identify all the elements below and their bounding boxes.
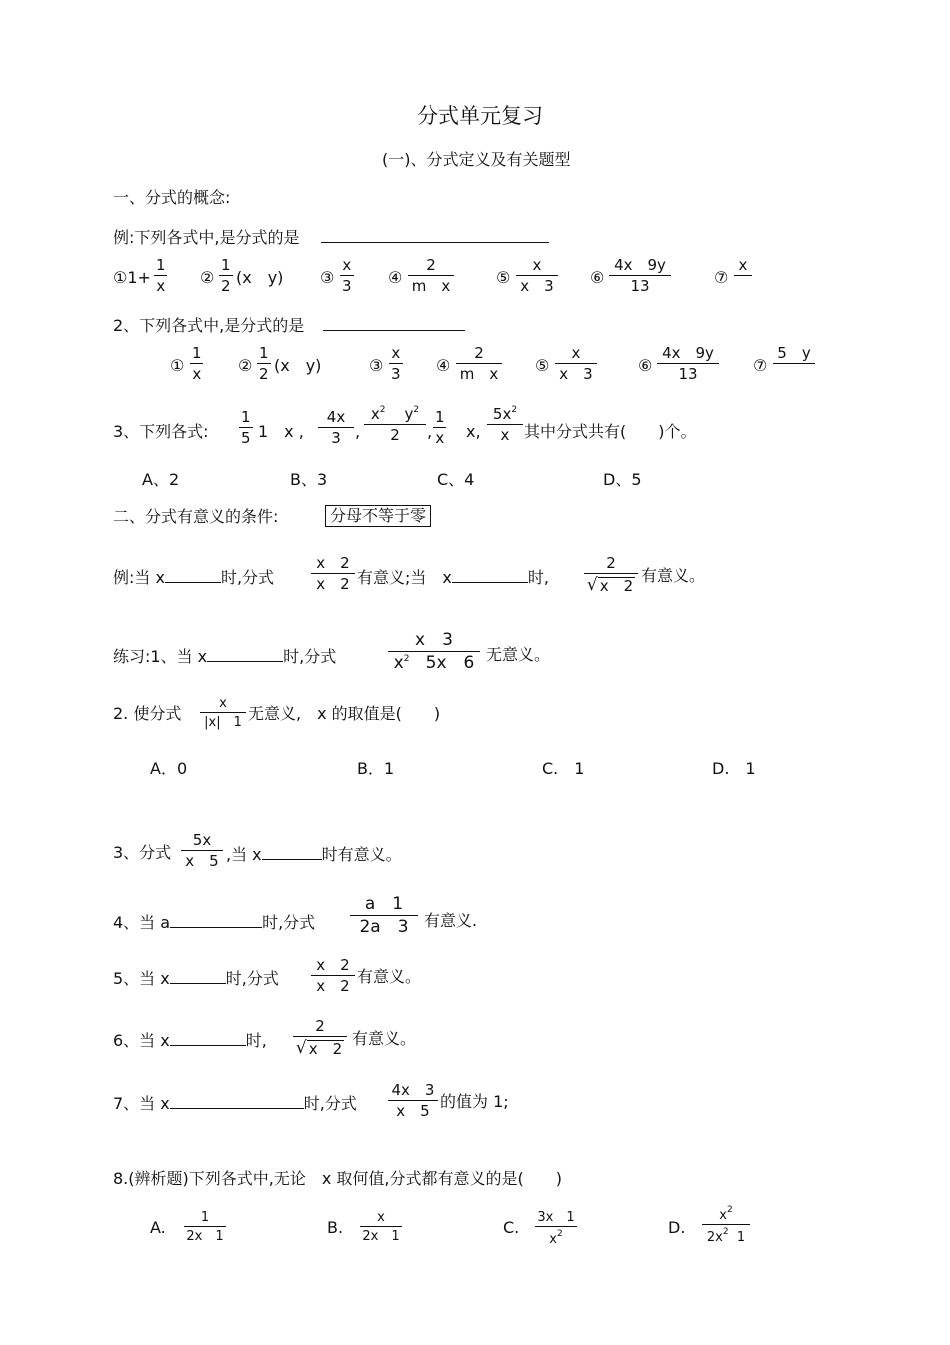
q2-item-6-prefix: ⑥ xyxy=(638,356,653,375)
q3-term-4: x, xyxy=(466,422,481,441)
ex-item-4-fraction: 2 m x xyxy=(408,258,454,294)
q2-item-1-prefix: ① xyxy=(170,356,185,375)
s2-q2-option-a[interactable]: A．0 xyxy=(150,759,188,778)
s2-q3-fraction: 5x x 5 xyxy=(181,833,223,869)
q2-item-1-fraction: 1 x xyxy=(192,344,202,383)
q2-item-7-prefix: ⑦ xyxy=(753,356,768,375)
q2-item-2-fraction: 1 2 xyxy=(259,344,269,383)
section-subtitle: (一)、分式定义及有关题型 xyxy=(382,150,571,169)
s2-q4-part-2: 有意义. xyxy=(424,911,478,930)
s2-q8-option-b-label[interactable]: B. xyxy=(327,1218,344,1237)
s2-q7-part-2: 的值为 1; xyxy=(440,1092,509,1111)
s2-q7-fraction: 4x 3 x 5 xyxy=(388,1083,438,1119)
q3-option-b[interactable]: B、3 xyxy=(290,470,328,489)
q3-option-d[interactable]: D、5 xyxy=(603,470,642,489)
answer-blank[interactable] xyxy=(170,913,262,928)
s2-q2-part-2: 无意义, x 的取值是( ) xyxy=(248,704,441,723)
q2-item-4-prefix: ④ xyxy=(436,356,451,375)
boxed-rule: 分母不等于零 xyxy=(325,505,431,527)
s2-q8-option-d-fraction: $x^2$ $2x^2$ 1 xyxy=(702,1206,750,1244)
s2-q6-part-1: 6、当 x 时, xyxy=(113,1031,267,1050)
s2-q6-part-2: 有意义。 xyxy=(352,1029,417,1048)
q2-item-7-fraction: 5 y xyxy=(773,346,815,379)
s2-q2-fraction: x |x| 1 xyxy=(200,697,246,729)
ex-item-2-fraction: 1 2 xyxy=(221,256,231,295)
s2-q6-fraction: 2 √ x 2 xyxy=(293,1019,347,1057)
ex-item-2-suffix: (x y) xyxy=(236,268,284,287)
s2-q2-option-b[interactable]: B．1 xyxy=(357,759,395,778)
ex-item-6-fraction: 4x 9y 13 xyxy=(609,258,671,294)
s2-q8-text: 8.(辨析题)下列各式中,无论 x 取何值,分式都有意义的是( ) xyxy=(113,1169,562,1188)
s2-example-part-2: 有意义;当 x 时, xyxy=(357,568,549,587)
ex-item-1-prefix: ①1+ xyxy=(113,268,151,287)
q2-item-5-prefix: ⑤ xyxy=(535,356,550,375)
ex-item-5-fraction: x x 3 xyxy=(516,258,558,294)
ex-item-6-prefix: ⑥ xyxy=(590,268,605,287)
q3-comma-3: , xyxy=(427,422,433,441)
answer-blank[interactable] xyxy=(207,647,283,662)
s2-q4-fraction: a 1 2a 3 xyxy=(350,896,418,936)
ex-item-7-fraction: x xyxy=(734,258,752,291)
s2-example-part-1: 例:当 x 时,分式 xyxy=(113,568,275,587)
ex-item-5-prefix: ⑤ xyxy=(496,268,511,287)
q3-fraction-1: 1 5 xyxy=(241,408,251,447)
s2-q3-part-2: ,当 x 时有意义。 xyxy=(226,845,402,864)
question-2: 2、下列各式中,是分式的是 xyxy=(113,316,465,334)
answer-blank[interactable] xyxy=(452,568,528,583)
q3-option-c[interactable]: C、4 xyxy=(437,470,475,489)
q2-item-6-fraction: 4x 9y 13 xyxy=(657,346,719,382)
s2-q5-part-1: 5、当 x 时,分式 xyxy=(113,969,279,988)
answer-blank[interactable] xyxy=(321,228,549,243)
s2-q2-option-d[interactable]: D. 1 xyxy=(712,759,756,778)
answer-blank[interactable] xyxy=(170,1031,246,1046)
s2-q8-option-a-label[interactable]: A. xyxy=(150,1218,166,1237)
s2-q8-option-b-fraction: x 2x 1 xyxy=(360,1211,402,1243)
ex-item-7-prefix: ⑦ xyxy=(714,268,729,287)
s2-q7-part-1: 7、当 x 时,分式 xyxy=(113,1094,357,1113)
section-heading-concept: 一、分式的概念: xyxy=(113,188,231,207)
q3-term-1: 1 x , xyxy=(258,422,304,441)
s2-q5-part-2: 有意义。 xyxy=(357,967,422,986)
practice-1-part-1: 练习:1、当 x 时,分式 xyxy=(113,647,337,666)
answer-blank[interactable] xyxy=(323,316,465,331)
q2-item-2-suffix: (x y) xyxy=(274,356,322,375)
q3-fraction-3: $x^2$ $y^2$ 2 xyxy=(364,406,426,443)
answer-blank[interactable] xyxy=(165,568,221,583)
example-question: 例:下列各式中,是分式的是 xyxy=(113,228,549,246)
section-heading-condition: 二、分式有意义的条件: xyxy=(113,507,279,526)
s2-q3-part-1: 3、分式 xyxy=(113,843,172,862)
answer-blank[interactable] xyxy=(262,845,322,860)
s2-example-part-3: 有意义。 xyxy=(641,566,706,585)
s2-example-fraction-2: 2 √ x 2 xyxy=(584,556,638,594)
q2-item-3-prefix: ③ xyxy=(369,356,384,375)
q3-comma-2: , xyxy=(355,422,361,441)
question-3-label: 3、下列各式: xyxy=(113,422,209,441)
practice-1-part-2: 无意义。 xyxy=(486,645,551,664)
ex-item-1-fraction: 1 x xyxy=(156,256,166,295)
q2-item-3-fraction: x 3 xyxy=(391,344,401,383)
ex-item-3-fraction: x 3 xyxy=(342,256,352,295)
q3-option-a[interactable]: A、2 xyxy=(142,470,180,489)
page-title: 分式单元复习 xyxy=(417,104,543,128)
q3-fraction-2: 4x 3 xyxy=(318,410,354,446)
s2-q4-part-1: 4、当 a 时,分式 xyxy=(113,913,316,932)
q3-fraction-5: $5x^2$ x xyxy=(487,406,523,443)
q3-tail: 其中分式共有( )个。 xyxy=(524,422,697,441)
s2-example-fraction-1: x 2 x 2 xyxy=(311,556,355,592)
ex-item-3-prefix: ③ xyxy=(320,268,335,287)
s2-q8-option-c-label[interactable]: C. xyxy=(503,1218,520,1237)
q2-item-2-prefix: ② xyxy=(238,356,253,375)
answer-blank[interactable] xyxy=(170,969,226,984)
s2-q8-option-a-fraction: 1 2x 1 xyxy=(184,1211,226,1243)
s2-q8-option-c-fraction: 3x 1 $x^2$ xyxy=(535,1211,577,1246)
ex-item-2-prefix: ② xyxy=(200,268,215,287)
practice-1-fraction: x 3 $x^2$ 5x 6 xyxy=(388,632,480,672)
s2-q2-option-c[interactable]: C. 1 xyxy=(542,759,585,778)
answer-blank[interactable] xyxy=(170,1094,304,1109)
s2-q5-fraction: x 2 x 2 xyxy=(311,958,355,994)
q2-item-4-fraction: 2 m x xyxy=(456,346,502,382)
s2-q8-option-d-label[interactable]: D. xyxy=(668,1218,686,1237)
s2-q2-part-1: 2. 使分式 xyxy=(113,704,182,723)
q3-fraction-4: 1 x xyxy=(435,408,445,447)
ex-item-4-prefix: ④ xyxy=(388,268,403,287)
q2-item-5-fraction: x x 3 xyxy=(555,346,597,382)
